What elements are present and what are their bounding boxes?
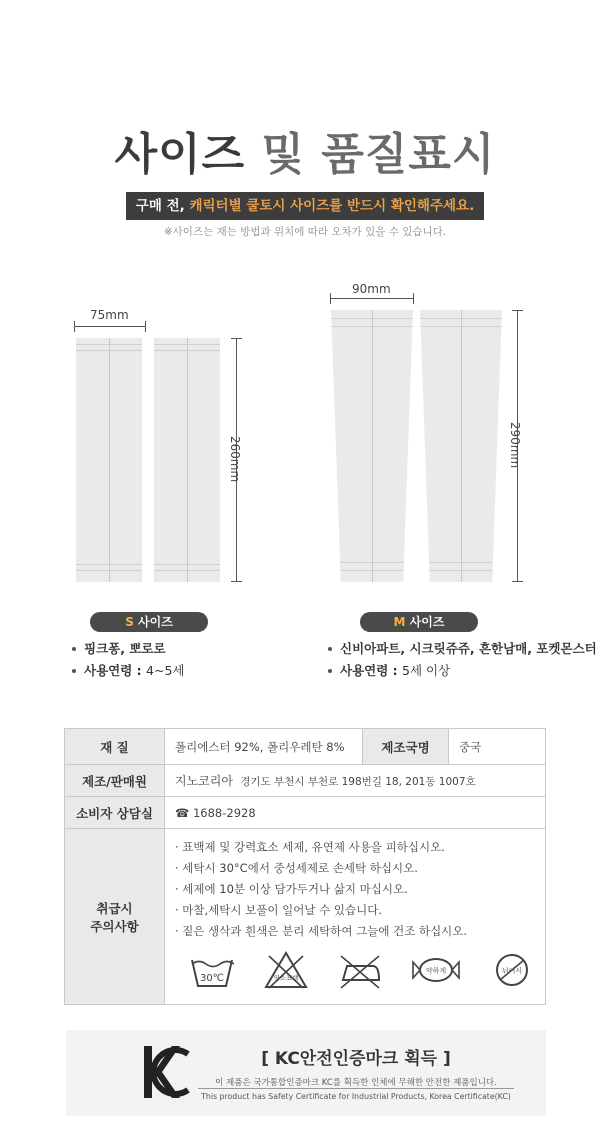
svg-text:뉘여서: 뉘여서 (501, 967, 523, 975)
no-bleach-icon (263, 950, 309, 990)
m-length-tick-top (512, 310, 523, 311)
banner-prefix: 구매 전, (135, 198, 190, 214)
m-width-line (330, 298, 414, 299)
s-length-label: 260mm (228, 435, 243, 483)
kc-certification-box (66, 1030, 546, 1116)
kc-title: [ KC안전인증마크 획득 ] (261, 1049, 451, 1069)
hand-wash-30-icon (189, 950, 235, 990)
care-line: · 세제에 10분 이상 담가두거나 삶지 마십시오. (175, 882, 408, 896)
list-item: 사용연령 : 4~5세 (70, 660, 184, 682)
material-label: 재 질 (65, 729, 165, 765)
m-width-label: 90mm (352, 282, 391, 296)
m-size-details (326, 638, 597, 682)
s-length-tick-top (231, 338, 242, 339)
s-width-tick-right (145, 321, 146, 332)
m-length-tick-bottom (512, 581, 523, 582)
table-row (65, 829, 546, 1005)
origin-value: 중국 (449, 729, 546, 765)
contact-value: ☎ 1688-2928 (165, 797, 546, 829)
origin-label: 제조국명 (363, 729, 449, 765)
gentle-wring-icon (411, 950, 461, 990)
care-line: · 표백제 및 강력효소 세제, 유연제 사용을 피하십시오. (175, 840, 445, 854)
list-item: 신비아파트, 시크릿쥬쥬, 흔한남매, 포켓몬스터 (326, 638, 597, 660)
care-line: · 마찰,세탁시 보풀이 일어날 수 있습니다. (175, 903, 382, 917)
m-size-letter: M (393, 615, 406, 629)
care-line: · 짙은 생삭과 흰색은 분리 세탁하여 그늘에 건조 하십시오. (175, 924, 468, 938)
m-size-pill (360, 612, 478, 632)
notice-banner (126, 192, 484, 220)
material-value: 폴리에스터 92%, 폴리우레탄 8% (165, 729, 363, 765)
care-line: · 세탁시 30°C에서 중성세제로 손세탁 하십시오. (175, 861, 418, 875)
list-item: 사용연령 : 5세 이상 (326, 660, 597, 682)
m-length-label: 290mm (508, 421, 523, 469)
s-width-line (74, 326, 146, 327)
s-sleeve-right (154, 338, 220, 582)
s-size-details (70, 638, 184, 682)
table-row (65, 765, 546, 797)
s-size-text: 사이즈 (138, 615, 173, 629)
care-label: 취급시 주의사항 (65, 829, 165, 1005)
dry-flat-icon (489, 950, 535, 990)
title-size: 사이즈 (114, 129, 246, 180)
s-size-letter: S (125, 615, 134, 629)
table-row (65, 797, 546, 829)
maker-label: 제조/판매원 (65, 765, 165, 797)
m-size-text: 사이즈 (409, 615, 445, 629)
title-rest: 및 품질표시 (261, 129, 496, 180)
svg-text:염소표백: 염소표백 (273, 974, 299, 982)
kc-divider (198, 1088, 514, 1089)
care-icons (175, 950, 535, 990)
kc-subtitle-ko: 이 제품은 국가통합인증마크 KC를 획득한 인체에 무해한 안전한 제품입니다. (215, 1078, 497, 1088)
s-size-pill (90, 612, 208, 632)
no-iron-icon (337, 950, 383, 990)
size-note: ※사이즈는 재는 방법과 위치에 따라 오차가 있을 수 있습니다. (163, 226, 447, 238)
m-width-tick-right (413, 293, 414, 304)
m-sleeve-left (331, 310, 413, 582)
list-item: 핑크퐁, 뽀로로 (70, 638, 184, 660)
contact-label: 소비자 상담실 (65, 797, 165, 829)
phone-icon: ☎ (175, 805, 190, 820)
kc-logo-icon (142, 1042, 190, 1102)
quality-table (64, 728, 546, 1005)
svg-text:약하게: 약하게 (425, 967, 447, 975)
banner-highlight: 캐릭터별 쿨토시 사이즈를 반드시 확인해주세요. (189, 198, 475, 214)
table-row (65, 729, 546, 765)
page-title (0, 118, 610, 182)
s-width-label: 75mm (90, 308, 129, 322)
s-sleeve-left (76, 338, 142, 582)
s-length-tick-bottom (231, 581, 242, 582)
s-width-tick-left (74, 321, 75, 332)
m-sleeve-right (420, 310, 502, 582)
m-width-tick-left (330, 293, 331, 304)
kc-subtitle-en: This product has Safety Certificate for Industrial Products, Korea Certificate(KC) (201, 1092, 511, 1101)
care-instructions (165, 829, 546, 1005)
svg-text:30℃: 30℃ (200, 973, 224, 984)
maker-value: 지노코리아 경기도 부천시 부천로 198번길 18, 201동 1007호 (165, 765, 546, 797)
